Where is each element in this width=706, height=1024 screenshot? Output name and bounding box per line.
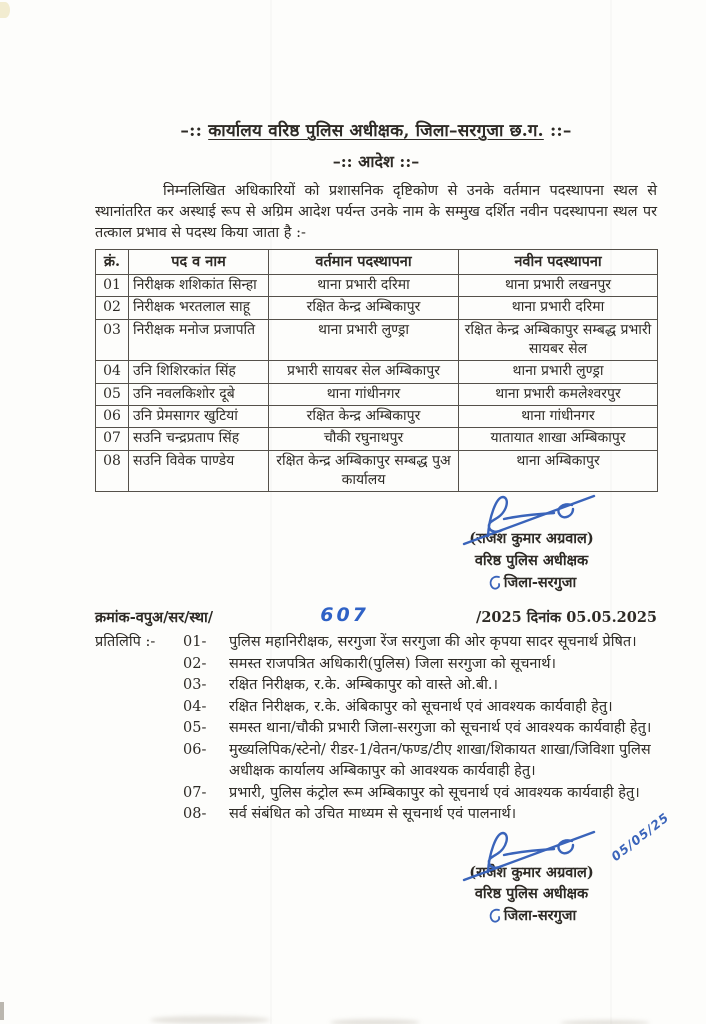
signatory-designation: वरिष्ठ पुलिस अधीक्षक: [474, 885, 589, 903]
cell-new-posting: थाना अम्बिकापुर: [459, 450, 658, 492]
cell-new-posting: थाना प्रभारी लुण्ड्रा: [459, 361, 658, 383]
paper-edge-shadow: [560, 1020, 650, 1024]
copy-item-number: 06-: [183, 741, 207, 758]
transfer-table: [95, 249, 658, 492]
table-row: [96, 275, 658, 297]
cell-new-posting: थाना गांधीनगर: [459, 405, 658, 427]
copy-item-text: समस्त राजपत्रित अधिकारी(पुलिस) जिला सरगुजा को सूचनार्थ।: [229, 655, 556, 672]
cell-name: उनि नवलकिशोर दूबे: [129, 383, 269, 405]
signatory-district-line: [414, 905, 649, 927]
signatory-name: (राजेश कुमार अग्रवाल): [469, 530, 594, 548]
intro-paragraph: निम्नलिखित अधिकारियों को प्रशासनिक दृष्टिकोण से उनके वर्तमान पदस्थापना स्थल से स्थानांतरित कर अस्थाई रूप से अग्रिम आदेश पर्यन्त उनके नाम के सम्मुख दर्शित नवीन पदस्थापना स्थल पर तत्काल प्रभाव से पदस्थ किया जाता है :-: [95, 183, 657, 242]
title-text: कार्यालय वरिष्ठ पुलिस अधीक्षक, जिला–सरगुजा छ.ग.: [208, 121, 544, 141]
cell-name: उनि प्रेमसागर खुटियां: [129, 405, 269, 427]
col-header-current: वर्तमान पदस्थापना: [269, 250, 459, 275]
copy-item-number: 07-: [183, 784, 207, 801]
signatory-name: (राजेश कुमार अग्रवाल): [469, 863, 594, 881]
table-row: [96, 450, 658, 492]
copy-item-number: 03-: [183, 677, 207, 694]
reference-prefix: क्रमांक-वपुअ/सर/स्था/: [95, 609, 214, 627]
signatory-district-line: [414, 572, 649, 594]
paper-edge-shadow: [0, 1002, 4, 1020]
copies-label: प्रतिलिपि :-: [95, 634, 156, 651]
copies-list: [95, 632, 657, 825]
cell-current-posting: रक्षित केन्द्र अम्बिकापुर सम्बद्ध पुअ कार्यालय: [269, 450, 459, 492]
cell-name: सउनि विवेक पाण्डेय: [129, 450, 269, 492]
signatory-district: जिला-सरगुजा: [503, 573, 577, 591]
pen-flourish-icon: [487, 574, 502, 591]
cell-sn: 06: [96, 405, 129, 427]
cell-new-posting: थाना प्रभारी कमलेश्वरपुर: [459, 383, 658, 405]
cell-sn: 07: [96, 428, 129, 450]
copy-item-number: 08-: [183, 806, 207, 823]
copy-item-text: रक्षित निरीक्षक, र.के. अम्बिकापुर को वास्ते ओ.बी.।: [229, 677, 498, 694]
document-body: [95, 118, 672, 927]
office-title: [95, 118, 657, 141]
cell-current-posting: चौकी रघुनाथपुर: [269, 428, 459, 450]
handwritten-date: 05/05/25: [607, 808, 672, 864]
signatory-designation: वरिष्ठ पुलिस अधीक्षक: [474, 551, 589, 569]
table-header-row: [96, 250, 658, 275]
cell-current-posting: थाना गांधीनगर: [269, 383, 459, 405]
copy-item-number: 04-: [183, 698, 207, 715]
cell-name: सउनि चन्द्रप्रताप सिंह: [129, 428, 269, 450]
cell-current-posting: थाना प्रभारी लुण्ड्रा: [269, 319, 459, 361]
signature-block-top: [414, 528, 649, 593]
reference-number-line: [95, 605, 657, 627]
table-row: [96, 361, 658, 383]
copy-item-text: प्रभारी, पुलिस कंट्रोल रूम अम्बिकापुर को सूचनार्थ एवं आवश्यक कार्यवाही हेतु।: [229, 784, 640, 801]
table-row: [96, 383, 658, 405]
table-row: [96, 428, 658, 450]
col-header-name: पद व नाम: [129, 250, 269, 275]
title-prefix: –::: [180, 121, 203, 141]
cell-new-posting: यातायात शाखा अम्बिकापुर: [459, 428, 658, 450]
table-row: [96, 319, 658, 361]
table-row: [96, 405, 658, 427]
cell-sn: 01: [96, 275, 129, 297]
reference-year-date: /2025 दिनांक 05.05.2025: [476, 609, 657, 627]
table-row: [96, 297, 658, 319]
copy-item-text: पुलिस महानिरीक्षक, सरगुजा रेंज सरगुजा की ओर कृपया सादर सूचनार्थ प्रेषित।: [229, 634, 637, 651]
cell-sn: 04: [96, 361, 129, 383]
pen-flourish-icon: [487, 907, 502, 924]
col-header-sn: क्रं.: [96, 250, 129, 275]
cell-name: निरीक्षक मनोज प्रजापति: [129, 319, 269, 361]
copy-item-number: 05-: [183, 720, 207, 737]
signature-block-bottom: [414, 808, 672, 927]
copy-item-text: रक्षित निरीक्षक, र.के. अंबिकापुर को सूचनार्थ एवं आवश्यक कार्यवाही हेतु।: [229, 698, 613, 715]
cell-name: निरीक्षक शशिकांत सिन्हा: [129, 275, 269, 297]
cell-new-posting: थाना प्रभारी लखनपुर: [459, 275, 658, 297]
col-header-new: नवीन पदस्थापना: [459, 250, 658, 275]
cell-sn: 03: [96, 319, 129, 361]
paper-corner-stain: [0, 2, 10, 18]
copy-item-number: 01-: [183, 634, 207, 651]
cell-sn: 08: [96, 450, 129, 492]
cell-name: उनि शिशिरकांत सिंह: [129, 361, 269, 383]
copy-item-text: मुख्यलिपिक/स्टेनो/ रीडर-1/वेतन/फण्ड/टीए शाखा/शिकायत शाखा/जिविशा पुलिस अधीक्षक कार्यालय अम्बिकापुर को आवश्यक कार्यवाही हेतु।: [229, 741, 651, 780]
cell-current-posting: रक्षित केन्द्र अम्बिकापुर: [269, 405, 459, 427]
cell-current-posting: रक्षित केन्द्र अम्बिकापुर: [269, 297, 459, 319]
cell-sn: 02: [96, 297, 129, 319]
cell-new-posting: रक्षित केन्द्र अम्बिकापुर सम्बद्ध प्रभारी सायबर सेल: [459, 319, 658, 361]
paper-edge-shadow: [330, 1019, 420, 1024]
title-suffix: ::–: [549, 121, 572, 141]
signatory-district: जिला-सरगुजा: [503, 907, 577, 924]
cell-name: निरीक्षक भरतलाल साहू: [129, 297, 269, 319]
paper-edge-shadow: [150, 1016, 270, 1024]
handwritten-dispatch-number: 607: [320, 604, 369, 627]
copy-item-text: समस्त थाना/चौकी प्रभारी जिला-सरगुजा को सूचनार्थ एवं आवश्यक कार्यवाही हेतु।: [229, 720, 652, 737]
copy-item-number: 02-: [183, 655, 207, 672]
copy-item-text: सर्व संबंधित को उचित माध्यम से सूचनार्थ एवं पालनार्थ।: [229, 806, 517, 823]
cell-sn: 05: [96, 383, 129, 405]
order-heading: –:: आदेश ::–: [332, 152, 420, 171]
cell-new-posting: थाना प्रभारी दरिमा: [459, 297, 658, 319]
cell-current-posting: प्रभारी सायबर सेल अम्बिकापुर: [269, 361, 459, 383]
cell-current-posting: थाना प्रभारी दरिमा: [269, 275, 459, 297]
